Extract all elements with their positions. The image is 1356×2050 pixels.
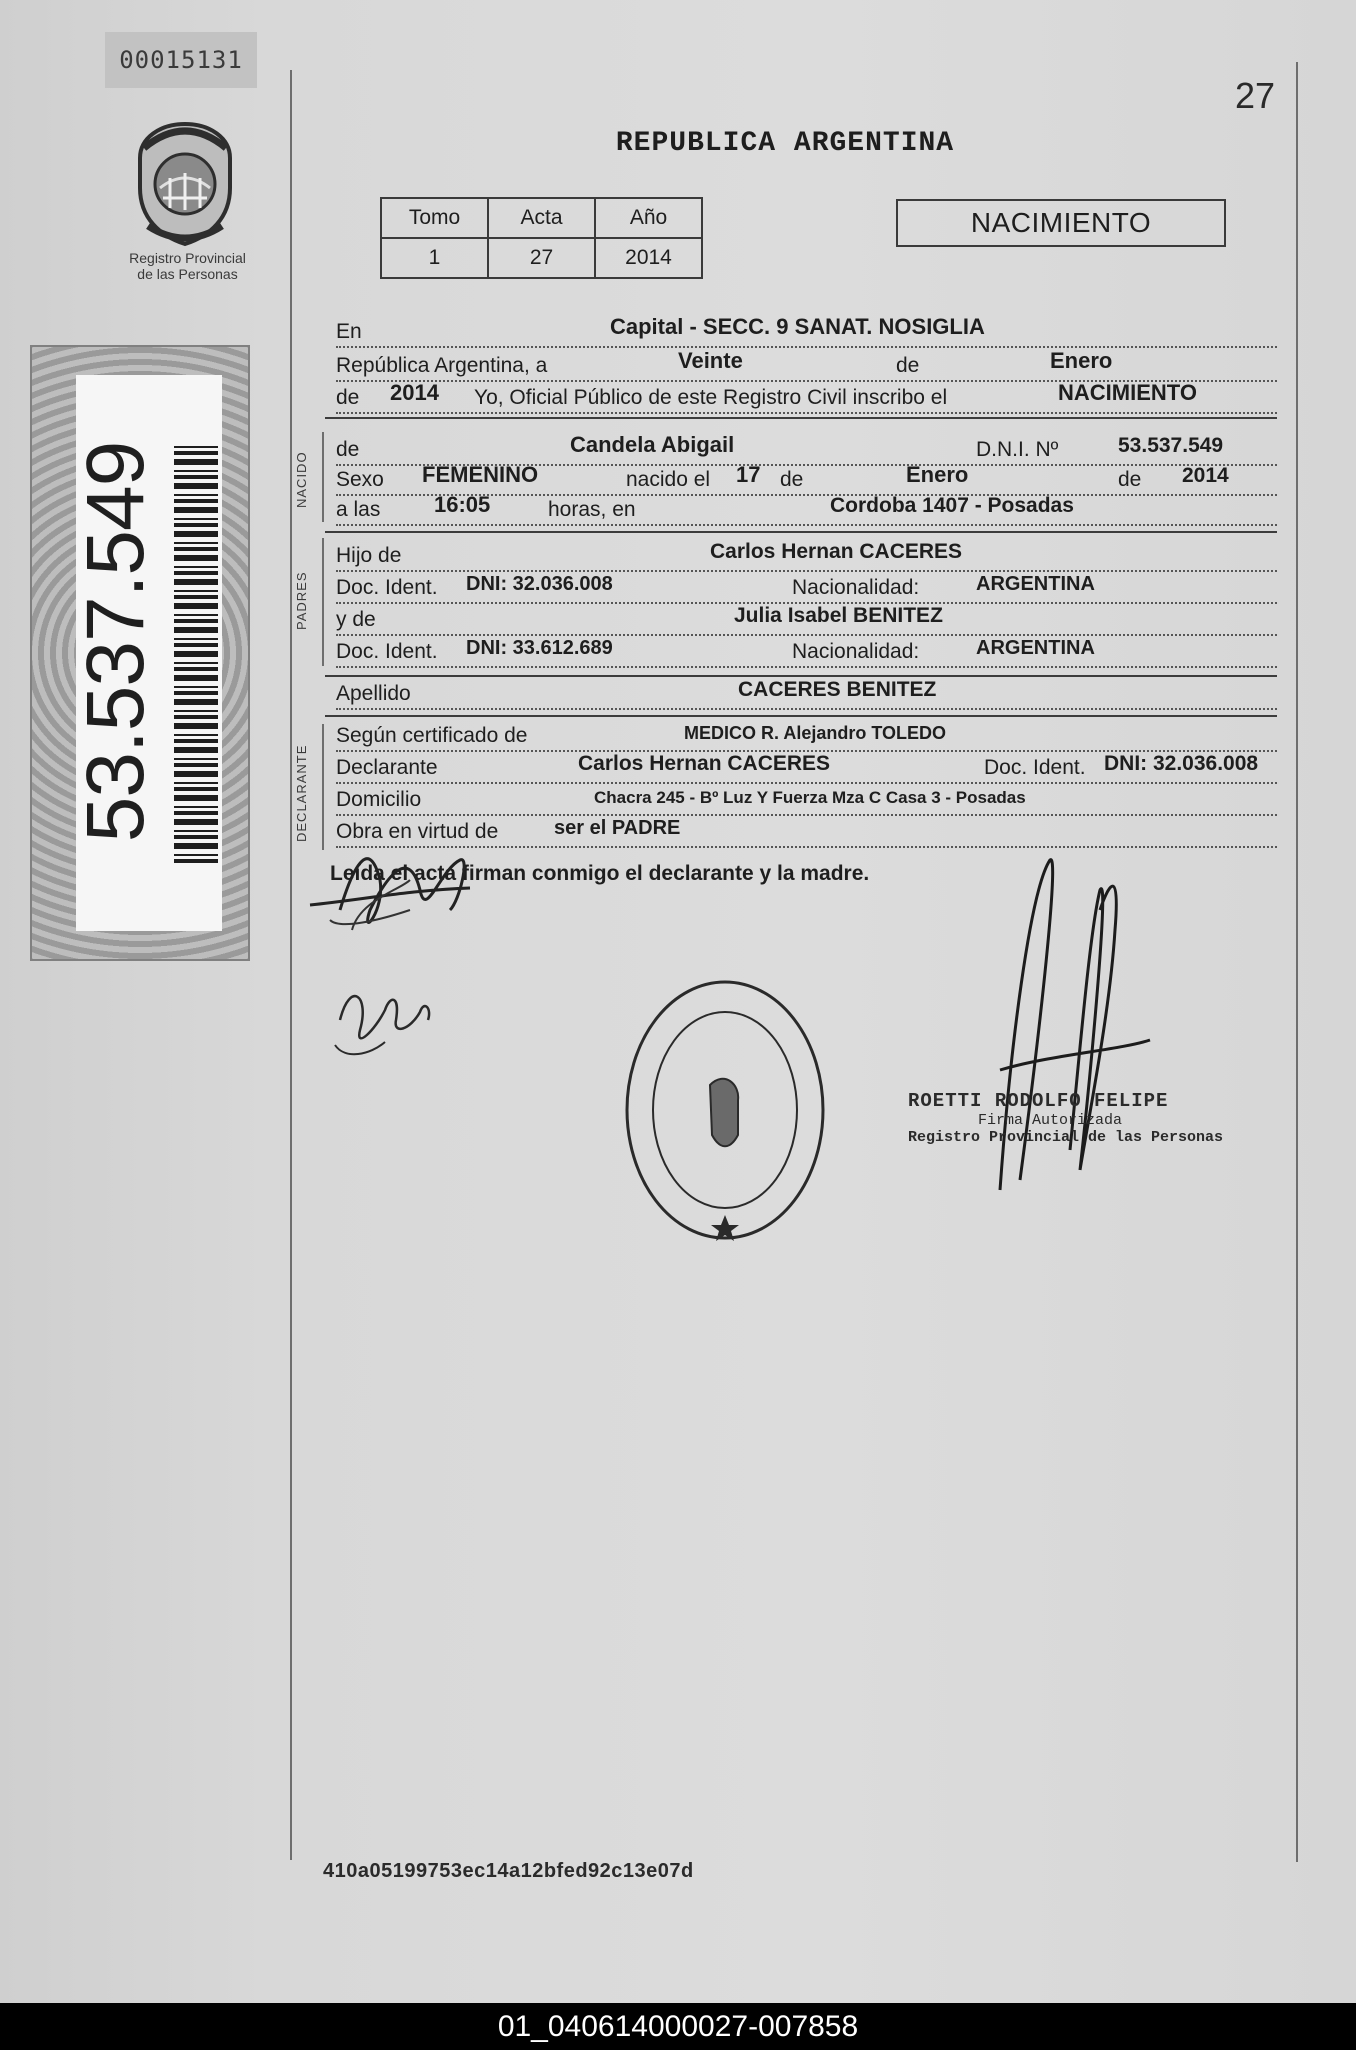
label-obra: Obra en virtud de xyxy=(336,820,499,843)
col-header-acta: Acta xyxy=(488,198,595,238)
line-father-doc xyxy=(336,568,1277,604)
tomo-value: 1 xyxy=(381,238,488,278)
label-nac-mother: Nacionalidad: xyxy=(792,640,920,663)
province-seal-logo xyxy=(130,118,240,248)
official-authorized: Firma Autorizada xyxy=(978,1112,1123,1129)
mother-name: Julia Isabel BENITEZ xyxy=(734,604,943,627)
label-domicilio: Domicilio xyxy=(336,788,422,811)
label-de: de xyxy=(896,354,920,377)
label-declarante: Declarante xyxy=(336,756,438,779)
col-header-anio: Año xyxy=(595,198,702,238)
label-apellido: Apellido xyxy=(336,682,411,705)
child-sex: FEMENINO xyxy=(422,462,539,487)
line-mother-doc xyxy=(336,632,1277,668)
label-cert: Según certificado de xyxy=(336,724,528,747)
birth-day: 17 xyxy=(736,462,761,487)
father-name: Carlos Hernan CACERES xyxy=(710,540,963,563)
birth-year: 2014 xyxy=(1182,464,1229,487)
side-label-declarante: DECLARANTE xyxy=(294,744,309,842)
registry-caption xyxy=(100,250,275,282)
record-year: 2014 xyxy=(390,380,439,405)
line-year xyxy=(336,378,1277,414)
right-margin-rule xyxy=(1296,62,1298,1862)
obra-reason: ser el PADRE xyxy=(554,817,681,839)
father-nationality: ARGENTINA xyxy=(976,573,1095,595)
serial-number: 00015131 xyxy=(105,32,257,88)
declarant-signatures xyxy=(300,780,560,1070)
official-name: ROETTI RODOLFO FELIPE xyxy=(908,1090,1169,1112)
inscribe-type: NACIMIENTO xyxy=(1058,380,1197,405)
label-republica: República Argentina, a xyxy=(336,354,548,377)
anio-value: 2014 xyxy=(595,238,702,278)
birth-time: 16:05 xyxy=(434,492,491,517)
label-doc-mother: Doc. Ident. xyxy=(336,640,438,663)
label-de-name: de xyxy=(336,438,360,461)
side-label-padres: PADRES xyxy=(294,571,309,630)
address: Chacra 245 - Bº Luz Y Fuerza Mza C Casa 3 - Posadas xyxy=(594,788,1026,807)
registry-caption-line-1: Registro Provincial xyxy=(129,250,246,266)
declarant-name: Carlos Hernan CACERES xyxy=(578,752,831,775)
acta-value: 27 xyxy=(488,238,595,278)
father-doc: DNI: 32.036.008 xyxy=(466,573,613,595)
side-label-nacido: NACIDO xyxy=(294,451,309,508)
official-stamp-text xyxy=(908,1090,1223,1146)
dni-label-card xyxy=(70,375,222,931)
record-place: Capital - SECC. 9 SANAT. NOSIGLIA xyxy=(610,314,985,339)
rule-nacido xyxy=(325,531,1277,533)
nacido-bar xyxy=(322,432,324,522)
label-dni: D.N.I. Nº xyxy=(976,438,1059,461)
record-day: Veinte xyxy=(678,348,743,373)
oficial-text: Yo, Oficial Público de este Registro Civil inscribo el xyxy=(474,386,948,409)
child-name: Candela Abigail xyxy=(570,432,735,457)
label-de-year: de xyxy=(336,386,360,409)
label-en: En xyxy=(336,320,362,343)
left-margin-rule xyxy=(290,70,292,1860)
label-nac-father: Nacionalidad: xyxy=(792,576,920,599)
label-de-year2: de xyxy=(1118,468,1142,491)
page-number: 27 xyxy=(1235,75,1276,116)
official-stamp xyxy=(620,975,830,1245)
dni-barcode-strip xyxy=(30,345,250,961)
surname: CACERES BENITEZ xyxy=(738,678,937,701)
record-month: Enero xyxy=(1050,348,1113,373)
birth-place: Cordoba 1407 - Posadas xyxy=(830,494,1074,517)
label-a-las: a las xyxy=(336,498,381,521)
line-date xyxy=(336,346,1277,382)
mother-doc: DNI: 33.612.689 xyxy=(466,637,613,659)
certificate-by: MEDICO R. Alejandro TOLEDO xyxy=(684,723,947,743)
line-father xyxy=(336,536,1277,572)
declarant-doc: DNI: 32.036.008 xyxy=(1104,752,1259,775)
col-header-tomo: Tomo xyxy=(381,198,488,238)
birth-month: Enero xyxy=(906,462,969,487)
line-time xyxy=(336,490,1277,526)
registry-caption-line-2: de las Personas xyxy=(137,266,238,282)
act-type-box: NACIMIENTO xyxy=(896,199,1226,247)
mother-nationality: ARGENTINA xyxy=(976,637,1095,659)
line-place xyxy=(336,312,1277,348)
line-apellido xyxy=(336,674,1277,710)
rule-top xyxy=(325,417,1277,419)
barcode xyxy=(174,443,218,863)
line-declarant xyxy=(336,748,1277,784)
label-horas: horas, en xyxy=(548,498,636,521)
dni-large-number: 53.537.549 xyxy=(70,441,161,843)
padres-bar xyxy=(322,538,324,666)
label-doc-father: Doc. Ident. xyxy=(336,576,438,599)
label-y-de: y de xyxy=(336,608,376,631)
label-sexo: Sexo xyxy=(336,468,384,491)
line-mother xyxy=(336,600,1277,636)
closing-statement: Leída el acta firman conmigo el declarante y la madre. xyxy=(330,862,870,885)
official-signature xyxy=(980,850,1190,1210)
footer-id-bar: 01_040614000027-007858 xyxy=(0,2003,1356,2050)
child-dni: 53.537.549 xyxy=(1118,434,1224,457)
document-hash: 410a05199753ec14a12bfed92c13e07d xyxy=(323,1860,694,1882)
line-cert xyxy=(336,716,1277,752)
country-title: REPUBLICA ARGENTINA xyxy=(615,128,955,159)
label-hijo-de: Hijo de xyxy=(336,544,402,567)
label-nacido-el: nacido el xyxy=(626,468,711,491)
label-de-month: de xyxy=(780,468,804,491)
act-reference-table xyxy=(380,197,703,279)
label-doc-declarant: Doc. Ident. xyxy=(984,756,1086,779)
official-registry: Registro Provincial de las Personas xyxy=(908,1129,1224,1146)
